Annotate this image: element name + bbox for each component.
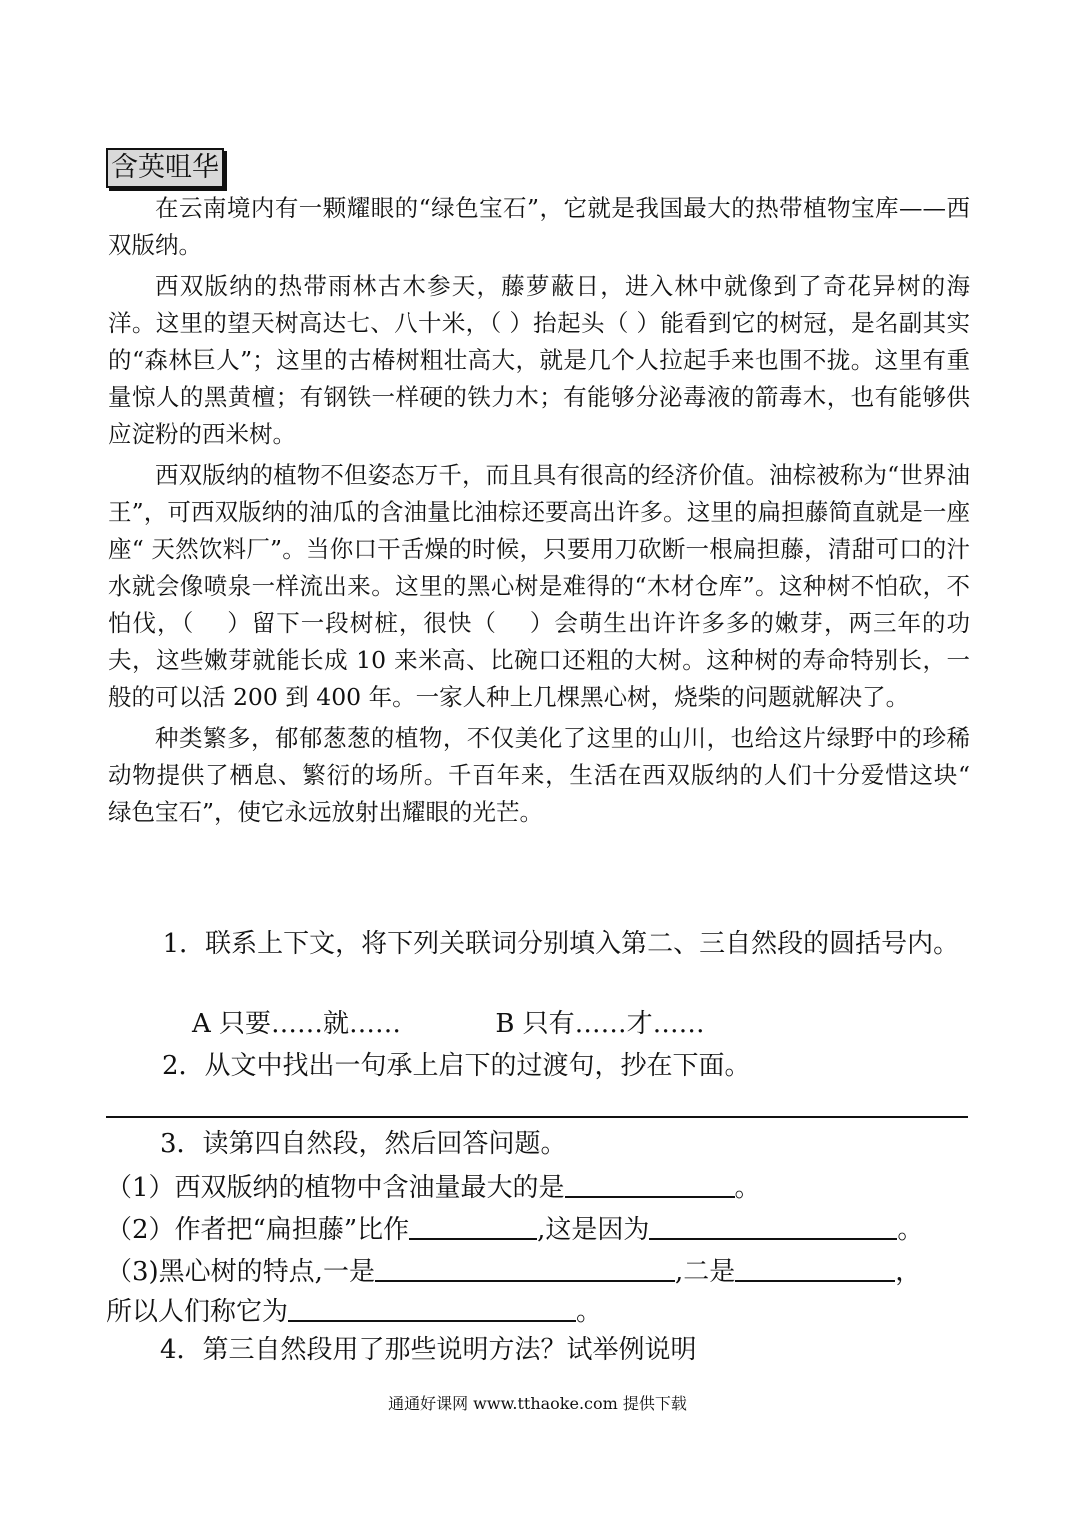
question-3-3b-text: 所以人们称它为: [106, 1297, 289, 1327]
question-3-1: [106, 1168, 761, 1208]
blank-3-3b[interactable]: [735, 1254, 895, 1282]
blank-3-2a[interactable]: [409, 1212, 537, 1240]
question-2: 2．从文中找出一句承上启下的过渡句，抄在下面。: [162, 1051, 751, 1081]
question-3-2-text: （2）作者把“扁担藤”比作: [106, 1215, 410, 1245]
blank-3-3a[interactable]: [375, 1254, 675, 1282]
question-3-3b-end: 。: [576, 1297, 603, 1327]
question-3-3-end: ，: [895, 1257, 922, 1287]
question-3-3: [106, 1252, 921, 1292]
question-3-2-end: 。: [897, 1215, 924, 1245]
reading-passage: [108, 190, 970, 831]
question-1-options: [192, 1004, 705, 1044]
passage-paragraph-1: 在云南境内有一颗耀眼的“绿色宝石”，它就是我国最大的热带植物宝库——西双版纳。: [108, 194, 970, 259]
answer-line-q2[interactable]: [106, 1116, 968, 1118]
question-3-3-cont: [106, 1292, 602, 1332]
passage-paragraph-3: 西双版纳的植物不但姿态万千，而且具有很高的经济价值。油棕被称为“世界油王”，可西双版纳的油瓜的含油量比油棕还要高出许多。这里的扁担藤简直就是一座座“ 天然饮料厂”。当你口干舌燥的时候，只要用刀砍断一根扁担藤，清甜可口的汁水就会像喷泉一样流出来。这里的黑心树是难得的“木材仓库”。这种树不怕砍，不怕伐，（ ）留下一段树桩，很快（ ）会萌生出许许多多的嫩芽，两三年的功夫，这些嫩芽就能长成 10 来米高、比碗口还粗的大树。这种树的寿命特别长，一般的可以活 200 到 400 年。一家人种上几棵黑心树，烧柴的问题就解决了。: [108, 461, 970, 711]
section-heading: 含英咀华: [106, 148, 224, 188]
question-3-2-mid: ,这是因为: [537, 1215, 650, 1245]
question-3-1-text: （1）西双版纳的植物中含油量最大的是: [106, 1173, 565, 1203]
question-1-text: 1．联系上下文，将下列关联词分别填入第二、三自然段的圆括号内。: [162, 929, 960, 959]
option-b: B 只有……才……: [495, 1009, 705, 1039]
question-3-1-end: 。: [734, 1173, 761, 1203]
blank-3-1[interactable]: [565, 1170, 735, 1198]
question-1: [108, 924, 978, 964]
passage-paragraph-2: 西双版纳的热带雨林古木参天，藤萝蔽日，进入林中就像到了奇花异树的海洋。这里的望天树高达七、八十米，（ ）抬起头（ ）能看到它的树冠，是名副其实的“森林巨人”；这里的古椿树粗壮高大，就是几个人拉起手来也围不拢。这里有重量惊人的黑黄檀；有钢铁一样硬的铁力木；有能够分泌毒液的箭毒木，也有能够供应淀粉的西米树。: [108, 272, 970, 448]
question-3-2: [106, 1210, 923, 1250]
blank-3-2b[interactable]: [649, 1212, 897, 1240]
passage-paragraph-4: 种类繁多，郁郁葱葱的植物，不仅美化了这里的山川，也给这片绿野中的珍稀动物提供了栖息、繁衍的场所。千百年来，生活在西双版纳的人们十分爱惜这块“ 绿色宝石”，使它永远放射出耀眼的光芒。: [108, 724, 970, 826]
question-3-3-mid: ,二是: [674, 1257, 736, 1287]
question-3-3-text: （3)黑心树的特点,一是: [106, 1257, 375, 1287]
blank-3-3c[interactable]: [288, 1294, 576, 1322]
question-4: 4．第三自然段用了那些说明方法？试举例说明: [160, 1335, 697, 1365]
question-3: 3．读第四自然段，然后回答问题。: [160, 1129, 567, 1159]
option-a: A 只要……就……: [192, 1009, 402, 1039]
footer-credit: 通通好课网 www.tthaoke.com 提供下载: [388, 1394, 687, 1413]
